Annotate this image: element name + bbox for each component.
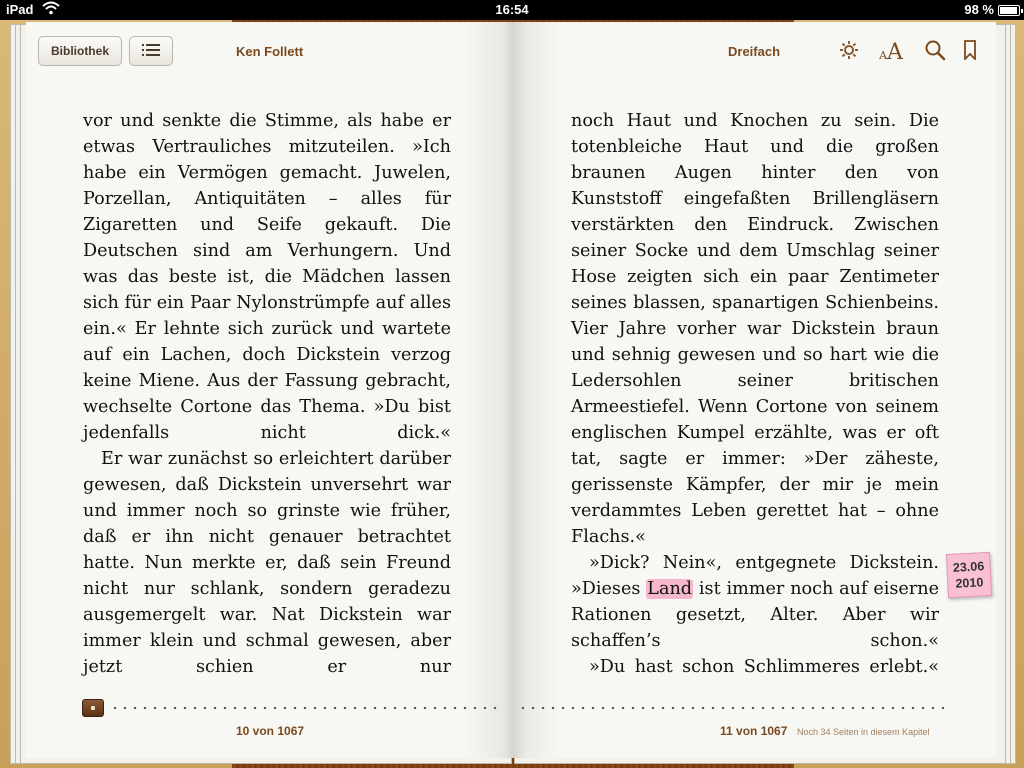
note-date-line1: 23.06 — [952, 559, 985, 575]
left-page-number: 10 von 1067 — [236, 724, 305, 738]
font-size-button[interactable] — [874, 38, 908, 66]
page-scrubber-left[interactable] — [110, 706, 502, 710]
left-page-text — [83, 108, 451, 680]
right-paragraph-2 — [571, 550, 939, 654]
page-scrubber-right[interactable] — [518, 706, 944, 710]
search-button[interactable] — [921, 38, 949, 66]
battery-icon — [998, 5, 1020, 16]
right-paragraph-1: noch Haut und Knochen zu sein. Die totenbleiche Haut und die großen braunen Augen hinter den von Kunststoff eingefaßten Brillengläsern verstärkten den Eindruck. Zwischen seiner Socke und dem Umschlag seiner Hose zeigten sich ein paar Zentimeter seines blassen, spanartigen Schienbeins. Vier Jahre vorher war Dickstein braun und sehnig gewesen und so hart wie die Ledersohlen seiner britischen Armeestiefel. Wenn Cortone von seinem englischen Kumpel erzählte, was er oft tat, sagte er immer: »Der zäheste, gerissenste Kämpfer, der mir je mein verdammtes Leben gerettet hat – ohne Flachs.« — [571, 111, 939, 547]
search-icon — [924, 39, 946, 66]
clock: 16:54 — [495, 2, 529, 17]
left-paragraph-2: Er war zunächst so erleichtert darüber gewesen, daß Dickstein unversehrt war und immer noch so grinste wie früher, daß er ihn nicht genauer betrachtet hatte. Nun merkte er, daß sein Freund nicht nur schlank, sondern geradezu ausgemergelt war. Nat Dickstein war immer klein und schmal gewesen, aber jetzt schien er nur — [83, 449, 451, 677]
battery-percent: 98 % — [964, 2, 994, 17]
brightness-button[interactable] — [835, 38, 863, 66]
device-name: iPad — [6, 2, 34, 17]
right-paragraph-2-start: »Dick? Nein«, entgegnete Dickstein. »Dieses — [571, 553, 939, 599]
bookmark-icon — [963, 40, 977, 65]
right-page-number: 11 von 1067 — [720, 724, 788, 738]
font-size-large-icon: A — [887, 39, 903, 65]
right-paragraph-3: »Du hast schon Schlimmeres erlebt.« — [589, 657, 939, 677]
bookmark-button[interactable] — [956, 38, 984, 66]
book-title: Dreifach — [728, 44, 781, 59]
author-title: Ken Follett — [236, 44, 304, 59]
chapter-remaining: Noch 34 Seiten in diesem Kapitel — [797, 727, 930, 737]
sun-icon — [839, 40, 859, 65]
font-size-small-icon: A — [879, 48, 888, 62]
status-bar — [0, 0, 1024, 20]
note-date-line2: 2010 — [955, 575, 984, 591]
right-paragraph-2-end: ist immer noch auf eiserne Rationen gesetzt, Alter. Aber wir schaffen’s schon.« — [571, 579, 940, 651]
highlighted-word[interactable]: Land — [647, 579, 693, 599]
list-icon — [142, 44, 160, 59]
note-marker[interactable] — [946, 552, 992, 598]
right-page-text — [571, 108, 939, 680]
table-of-contents-button[interactable] — [129, 36, 173, 66]
page-scrubber-thumb[interactable] — [82, 699, 104, 717]
library-button[interactable]: Bibliothek — [38, 36, 122, 66]
left-paragraph-1: vor und senkte die Stimme, als habe er etwas Vertrauliches mitzuteilen. »Ich habe ein Vermögen gemacht. Juwelen, Porzellan, Antiquitäten – alles für Zigaretten und Seife gekauft. Die Deutschen sind am Verhungern. Und was das beste ist, die Mädchen lassen sich für ein Paar Nylonstrümpfe auf alles ein.« Er lehnte sich zurück und wartete auf ein Lachen, doch Dickstein verzog keine Miene. Aus der Fassung gebracht, wechselte Cortone das Thema. »Du bist jedenfalls nicht dick.« — [83, 111, 451, 443]
